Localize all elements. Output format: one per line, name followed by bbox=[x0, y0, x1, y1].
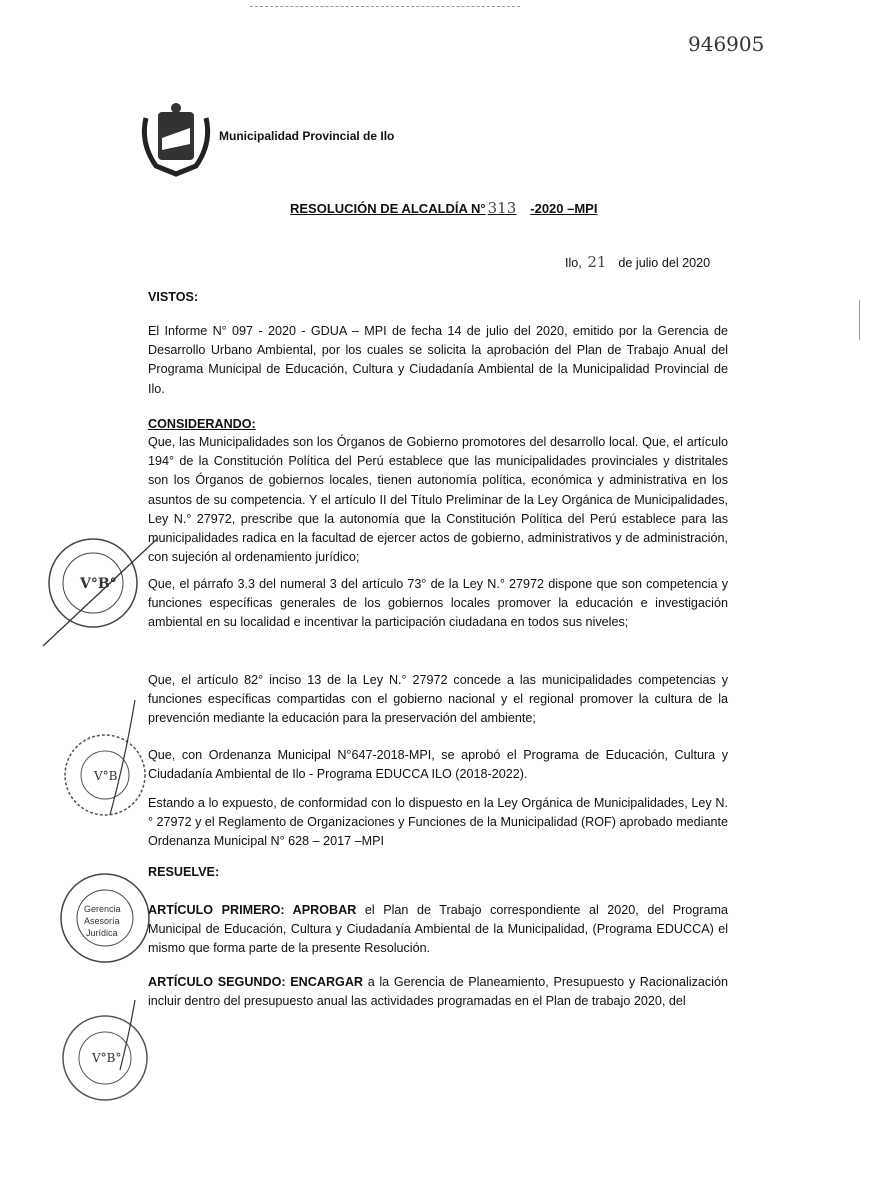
resolution-title: RESOLUCIÓN DE ALCALDÍA N° 313 -2020 –MPI bbox=[290, 199, 598, 217]
considerando-paragraph: Estando a lo expuesto, de conformidad con lo dispuesto en la Ley Orgánica de Municipalidades, Ley N.° 27972 y el Reglamento de Organizaciones y Funciones de la Municipalidad (ROF) aprobado mediante Ordenanza Municipal N° 628 – 2017 –MPI bbox=[148, 796, 728, 849]
vistos-paragraph: El Informe N° 097 - 2020 - GDUA – MPI de fecha 14 de julio del 2020, emitido por la Gerencia de Desarrollo Urbano Ambiental, por los cuales se solicita la aprobación del Plan de Trabajo Anual del Programa Municipal de Educación, Cultura y Ciudadanía Ambiental de la Municipalidad Provincial de Ilo. bbox=[148, 324, 728, 396]
svg-text:Gerencia: Gerencia bbox=[84, 904, 121, 914]
legal-office-stamp bbox=[50, 868, 160, 973]
scan-mark bbox=[859, 300, 860, 340]
svg-text:Asesoría: Asesoría bbox=[84, 916, 120, 926]
considerando-paragraph: Que, las Municipalidades son los Órganos de Gobierno promotores del desarrollo local. Que, el artículo 194° de la Constitución Política del Perú establece que las municipalidades provinciales y distritales son los Órganos de gobiernos locales, tienen autonomía política, económica y administrativa en los asuntos de su competencia. Y el artículo II del Título Preliminar de la Ley Orgánica de Municipalidades, Ley N.° 27972, prescribe que la autonomía que la Constitución Política del Perú establece para las municipalidades radica en la facultad de ejercer actos de gobierno, administrativos y de administración, con sujeción al ordenamiento jurídico; bbox=[148, 435, 728, 565]
considerando-paragraph: Que, el artículo 82° inciso 13 de la Ley N.° 27972 concede a las municipalidades competencias y funciones específicas compartidas con el gobierno nacional y el regional promover la cultura de la prevención mediante la educación para la preservación del ambiente; bbox=[148, 673, 728, 726]
svg-text:V°B°: V°B° bbox=[80, 576, 117, 592]
svg-text:V°B: V°B bbox=[94, 769, 118, 783]
approval-stamp bbox=[50, 1000, 160, 1115]
svg-text:Jurídica: Jurídica bbox=[86, 928, 118, 938]
approval-stamp bbox=[38, 528, 178, 653]
resuelve-heading: RESUELVE: bbox=[148, 865, 220, 879]
top-scan-line bbox=[250, 6, 520, 7]
considerando-paragraph: Que, el párrafo 3.3 del numeral 3 del artículo 73° de la Ley N.° 27972 dispone que son competencia y funciones específicas generales de los gobiernos locales promover la educación e investigación ambiental en su localidad e incentivar la participación ciudadana en todos sus niveles; bbox=[148, 577, 728, 630]
considerando-paragraph: Que, con Ordenanza Municipal N°647-2018-MPI, se aprobó el Programa de Educación, Cultura y Ciudadanía Ambiental de Ilo - Programa EDUCCA ILO (2018-2022). bbox=[148, 748, 728, 782]
article-second: ARTÍCULO SEGUNDO: ENCARGAR a la Gerencia de Planeamiento, Presupuesto y Racionalización incluir dentro del presupuesto anual las actividades programadas en el Plan de trabajo 2020, del bbox=[148, 975, 728, 1009]
article-first: ARTÍCULO PRIMERO: APROBAR el Plan de Trabajo correspondiente al 2020, del Programa Municipal de Educación, Cultura y Ciudadanía Ambiental de la Municipalidad, (Programa EDUCCA) el mismo que forma parte de la presente Resolución. bbox=[148, 903, 728, 956]
coat-of-arms-logo bbox=[136, 98, 216, 183]
date-line: Ilo, 21 de julio del 2020 bbox=[565, 253, 711, 271]
vistos-heading: VISTOS: bbox=[148, 290, 199, 304]
approval-stamp bbox=[50, 700, 160, 825]
institution-name: Municipalidad Provincial de Ilo bbox=[219, 129, 395, 143]
svg-text:V°B°: V°B° bbox=[92, 1051, 122, 1065]
handwritten-number: 946905 bbox=[688, 32, 765, 56]
considerando-heading: CONSIDERANDO: bbox=[148, 417, 256, 431]
